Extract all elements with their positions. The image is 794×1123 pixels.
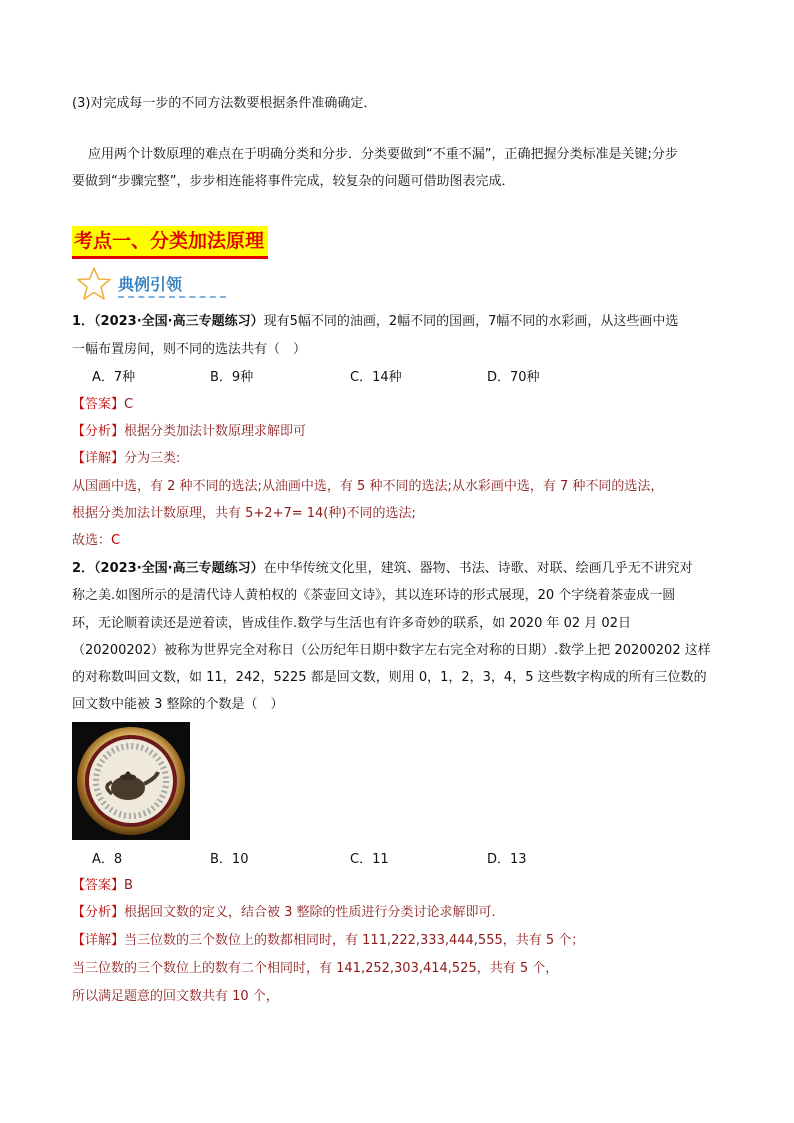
q2-line-4: （20200202）被称为世界完全对称日（公历纪年日期中数字左右完全对称的日期）.数学上把 20200202 这样: [72, 643, 711, 658]
q2-detail-line-1: 当三位数的三个数位上的数有二个相同时，有 141,252,303,414,525，共有 5 个，: [72, 961, 559, 976]
intro-line-1: (3)对完成每一步的不同方法数要根据条件准确确定．: [72, 96, 377, 111]
example-banner: [76, 266, 206, 302]
q1-detail-text: 分为三类:: [124, 451, 181, 466]
section-heading: 考点一、分类加法原理: [72, 226, 268, 259]
q2-option-d: D．13: [487, 852, 527, 867]
q1-option-c: C．14种: [350, 370, 402, 385]
q1-text-1: 现有5幅不同的油画，2幅不同的国画，7幅不同的水彩画，从这些画中选: [263, 314, 679, 329]
q1-answer-tag: 【答案】: [72, 397, 125, 412]
q2-detail-text: 当三位数的三个数位上的数都相同时，有 111,222,333,444,555，共有 5 个；: [124, 933, 585, 948]
q1-option-a: A．7种: [92, 370, 136, 385]
q1-option-b: B．9种: [210, 370, 254, 385]
q1-detail-tag: 【详解】: [72, 451, 125, 466]
q2-text-1: 在中华传统文化里，建筑、器物、书法、诗歌、对联、绘画几乎无不讲究对: [263, 561, 693, 576]
q2-number: 2．: [72, 561, 95, 576]
intro-line-2: 应用两个计数原理的难点在于明确分类和分步．分类要做到“不重不漏”，正确把握分类标准是关键;分步: [88, 147, 678, 162]
q2-analysis-tag: 【分析】: [72, 905, 125, 920]
q2-answer-value: B: [124, 878, 133, 893]
q1-detail-line-1: 从国画中选，有 2 种不同的选法;从油画中选，有 5 种不同的选法;从水彩画中选，有 7 种不同的选法，: [72, 479, 664, 494]
q2-detail-line-2: 所以满足题意的回文数共有 10 个，: [72, 989, 279, 1004]
q2-option-a: A．8: [92, 852, 123, 867]
q2-line-1: [72, 559, 693, 579]
q1-analysis-text: 根据分类加法计数原理求解即可: [124, 424, 307, 439]
example-underline: [118, 296, 226, 298]
q2-detail: [72, 931, 584, 951]
q2-line-3: 环，无论顺着读还是逆着读，皆成佳作.数学与生活也有许多奇妙的联系，如 2020 年 02 月 02日: [72, 616, 631, 631]
q2-detail-tag: 【详解】: [72, 933, 125, 948]
q2-line-5: 的对称数叫回文数，如 11，242，5225 都是回文数，则用 0，1，2，3，4，5 这些数字构成的所有三位数的: [72, 670, 707, 685]
q2-answer-tag: 【答案】: [72, 878, 125, 893]
q1-number: 1．: [72, 314, 95, 329]
q1-answer: [72, 395, 133, 415]
q1-detail: [72, 449, 180, 469]
q2-answer: [72, 876, 133, 896]
q1-choose-value: C: [111, 533, 121, 548]
intro-line-3: 要做到“步骤完整”，步步相连能将事件完成，较复杂的问题可借助图表完成．: [72, 174, 515, 189]
q2-line-6: 回文数中能被 3 整除的个数是（ ）: [72, 697, 284, 712]
q2-option-b: B．10: [210, 852, 249, 867]
example-label: 典例引领: [118, 275, 183, 294]
q1-analysis-tag: 【分析】: [72, 424, 125, 439]
q2-line-2: 称之美.如图所示的是清代诗人黄柏权的《茶壶回文诗》，其以连环诗的形式展现，20 个字绕着茶壶成一圆: [72, 588, 676, 603]
teapot-icon: [72, 722, 190, 840]
star-icon: [76, 266, 112, 302]
teapot-poem-image: [72, 722, 190, 840]
q1-answer-value: C: [124, 397, 134, 412]
q1-analysis: [72, 422, 306, 442]
q1-line-1: [72, 312, 678, 332]
q1-line-2: 一幅布置房间，则不同的选法共有（ ）: [72, 342, 307, 357]
q2-analysis: [72, 903, 496, 923]
q1-source: （2023·全国·高三专题练习）: [94, 314, 264, 329]
q2-source: （2023·全国·高三专题练习）: [94, 561, 264, 576]
q1-choose: [72, 531, 120, 551]
q1-detail-line-2: 根据分类加法计数原理，共有 5+2+7= 14(种)不同的选法;: [72, 506, 416, 521]
q1-option-d: D．70种: [487, 370, 540, 385]
q2-analysis-text: 根据回文数的定义，结合被 3 整除的性质进行分类讨论求解即可.: [124, 905, 496, 920]
q2-option-c: C．11: [350, 852, 389, 867]
q1-choose-tag: 故选：: [72, 533, 112, 548]
